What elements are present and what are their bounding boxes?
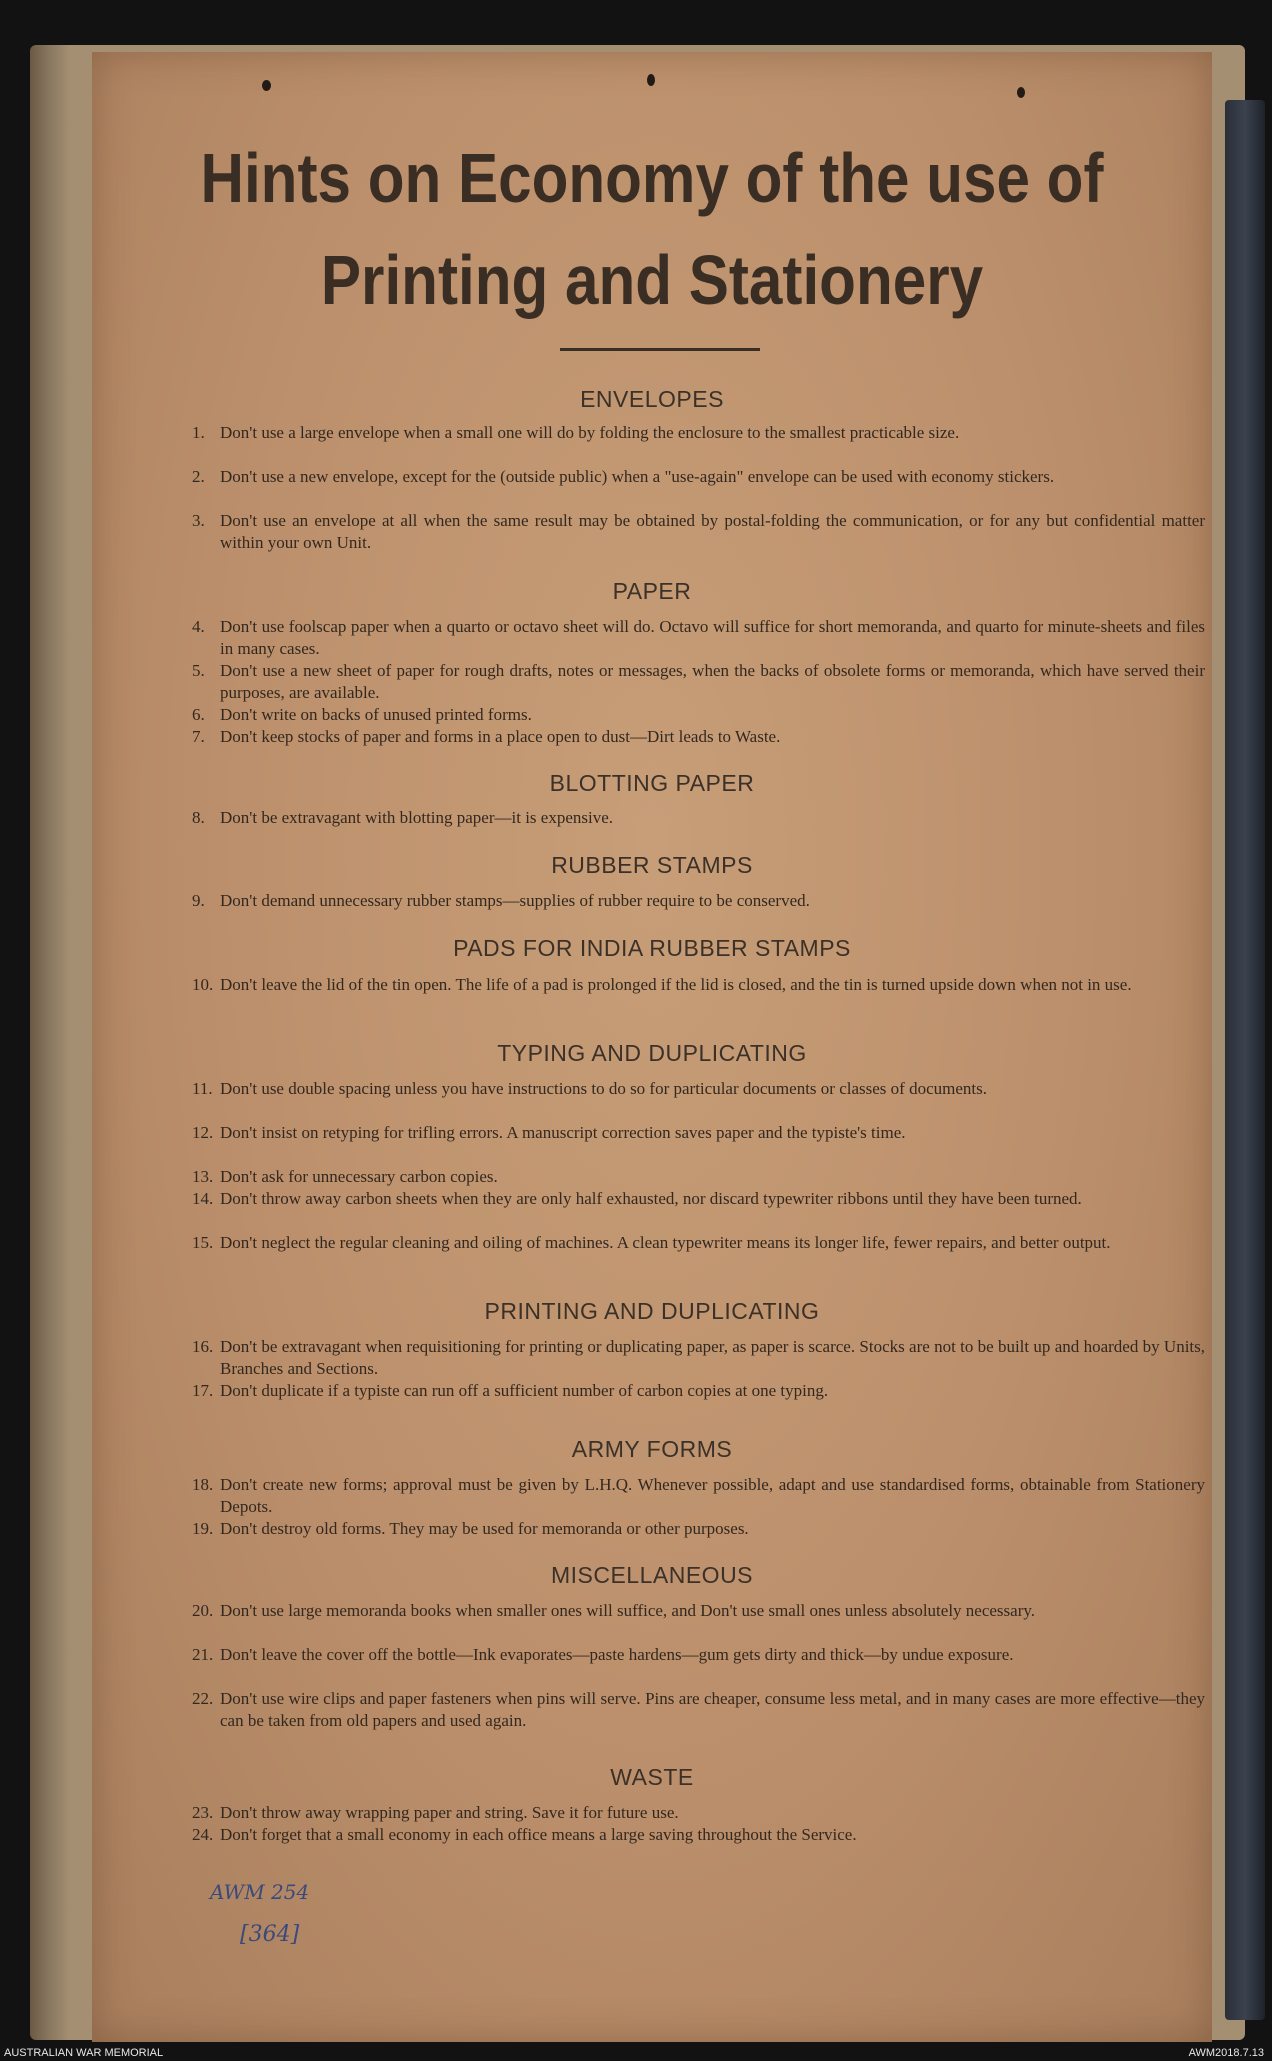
item-text: Don't keep stocks of paper and forms in a place open to dust—Dirt leads to Waste. <box>220 727 781 746</box>
item-number: 20. <box>192 1601 214 1620</box>
list-item <box>192 1380 1205 1402</box>
item-number: 1. <box>192 423 205 442</box>
item-text: Don't leave the cover off the bottle—Ink evaporates—paste hardens—gum gets dirty and thick—by undue exposure. <box>220 1645 1014 1664</box>
ink-spot <box>262 80 271 91</box>
list-item <box>192 974 1205 996</box>
item-text: Don't use an envelope at all when the same result may be obtained by postal-folding the communication, or for any but confidential matter within your own Unit. <box>220 511 1205 552</box>
item-number: 11. <box>192 1079 213 1098</box>
item-number: 3. <box>192 511 205 530</box>
item-number: 2. <box>192 467 205 486</box>
item-number: 10. <box>192 975 214 994</box>
item-text: Don't use foolscap paper when a quarto or octavo sheet will do. Octavo will suffice for short memoranda, and quarto for minute-sheets and files in many cases. <box>220 617 1205 658</box>
list-item <box>192 616 1205 660</box>
book-cover-spine <box>1225 100 1265 2020</box>
section-heading-paper: PAPER <box>612 578 692 604</box>
item-text: Don't throw away wrapping paper and string. Save it for future use. <box>220 1803 679 1822</box>
list-item <box>192 1188 1205 1210</box>
item-text: Don't use wire clips and paper fasteners when pins will serve. Pins are cheaper, consume less metal, and in many cases are more effective—they can be taken from old papers and used again. <box>220 1689 1205 1730</box>
item-number: 9. <box>192 891 205 910</box>
item-text: Don't forget that a small economy in each office means a large saving throughout the Service. <box>220 1825 857 1844</box>
item-text: Don't be extravagant with blotting paper—it is expensive. <box>220 808 614 827</box>
item-text: Don't use large memoranda books when smaller ones will suffice, and Don't use small ones unless absolutely necessary. <box>220 1601 1036 1620</box>
item-number: 16. <box>192 1337 214 1356</box>
item-number: 17. <box>192 1381 214 1400</box>
list-item <box>192 1336 1205 1380</box>
item-text: Don't use a new envelope, except for the (outside public) when a "use-again" envelope can be used with economy stickers. <box>220 467 1055 486</box>
item-number: 7. <box>192 727 205 746</box>
footer-institution: AUSTRALIAN WAR MEMORIAL <box>4 2047 164 2059</box>
item-number: 14. <box>192 1189 214 1208</box>
section-heading-envelopes: ENVELOPES <box>580 386 724 412</box>
item-text: Don't throw away carbon sheets when they are only half exhausted, nor discard typewriter ribbons until they have been turned. <box>220 1189 1082 1208</box>
section-heading-army-forms: ARMY FORMS <box>571 1436 733 1462</box>
section-heading-blotting-paper: BLOTTING PAPER <box>549 770 755 796</box>
title-divider <box>560 348 760 351</box>
ink-spot <box>1017 87 1025 98</box>
item-text: Don't destroy old forms. They may be used for memoranda or other purposes. <box>220 1519 749 1538</box>
item-number: 21. <box>192 1645 214 1664</box>
list-item <box>192 466 1205 488</box>
list-item <box>192 807 1205 829</box>
footer-accession-number: AWM2018.7.13 <box>1188 2047 1264 2059</box>
list-item <box>192 1802 1205 1824</box>
item-number: 8. <box>192 808 205 827</box>
handwritten-item-number: [364] <box>240 1922 300 1947</box>
item-number: 24. <box>192 1825 214 1844</box>
item-number: 6. <box>192 705 205 724</box>
list-item <box>192 1232 1205 1254</box>
item-number: 5. <box>192 661 205 680</box>
item-text: Don't be extravagant when requisitioning for printing or duplicating paper, as paper is scarce. Stocks are not to be built up and hoarded by Units, Branches and Sections. <box>220 1337 1205 1378</box>
item-number: 19. <box>192 1519 214 1538</box>
list-item <box>192 1688 1205 1732</box>
item-number: 18. <box>192 1475 214 1494</box>
handwritten-reference: AWM 254 <box>210 1880 310 1904</box>
list-item <box>192 1474 1205 1518</box>
list-item <box>192 1166 1205 1188</box>
section-heading-typing: TYPING AND DUPLICATING <box>497 1040 807 1066</box>
list-item <box>192 510 1205 554</box>
list-item <box>192 1122 1205 1144</box>
list-item <box>192 704 1205 726</box>
list-item <box>192 422 1205 444</box>
ink-spot <box>647 74 655 86</box>
page-title-line-2: Printing and Stationery <box>320 241 984 319</box>
list-item <box>192 660 1205 704</box>
section-heading-printing: PRINTING AND DUPLICATING <box>484 1298 820 1324</box>
list-item <box>192 1824 1205 1846</box>
list-item <box>192 1078 1205 1100</box>
item-text: Don't create new forms; approval must be given by L.H.Q. Whenever possible, adapt and use standardised forms, obtainable from Stationery Depots. <box>220 1475 1205 1516</box>
item-text: Don't leave the lid of the tin open. The life of a pad is prolonged if the lid is closed, and the tin is turned upside down when not in use. <box>220 975 1132 994</box>
item-number: 22. <box>192 1689 214 1708</box>
section-heading-rubber-stamps: RUBBER STAMPS <box>551 852 753 878</box>
section-heading-pads: PADS FOR INDIA RUBBER STAMPS <box>453 935 851 961</box>
item-text: Don't ask for unnecessary carbon copies. <box>220 1167 498 1186</box>
item-text: Don't use double spacing unless you have instructions to do so for particular documents or classes of documents. <box>220 1079 987 1098</box>
document-page <box>92 52 1212 2042</box>
item-number: 23. <box>192 1803 214 1822</box>
list-item <box>192 1600 1205 1622</box>
list-item <box>192 726 1205 748</box>
list-item <box>192 1518 1205 1540</box>
item-text: Don't use a new sheet of paper for rough drafts, notes or messages, when the backs of obsolete forms or memoranda, which have served their purposes, are available. <box>220 661 1205 702</box>
section-heading-miscellaneous: MISCELLANEOUS <box>550 1562 754 1588</box>
item-number: 13. <box>192 1167 214 1186</box>
item-number: 4. <box>192 617 205 636</box>
item-number: 15. <box>192 1233 214 1252</box>
list-item <box>192 1644 1205 1666</box>
item-text: Don't neglect the regular cleaning and oiling of machines. A clean typewriter means its longer life, fewer repairs, and better output. <box>220 1233 1111 1252</box>
item-number: 12. <box>192 1123 214 1142</box>
section-heading-waste: WASTE <box>610 1764 694 1790</box>
item-text: Don't use a large envelope when a small one will do by folding the enclosure to the smallest practicable size. <box>220 423 960 442</box>
page-title-line-1: Hints on Economy of the use of <box>200 139 1104 217</box>
item-text: Don't insist on retyping for trifling errors. A manuscript correction saves paper and the typiste's time. <box>220 1123 906 1142</box>
item-text: Don't write on backs of unused printed forms. <box>220 705 532 724</box>
item-text: Don't demand unnecessary rubber stamps—supplies of rubber require to be conserved. <box>220 891 810 910</box>
item-text: Don't duplicate if a typiste can run off a sufficient number of carbon copies at one typing. <box>220 1381 829 1400</box>
list-item <box>192 890 1205 912</box>
